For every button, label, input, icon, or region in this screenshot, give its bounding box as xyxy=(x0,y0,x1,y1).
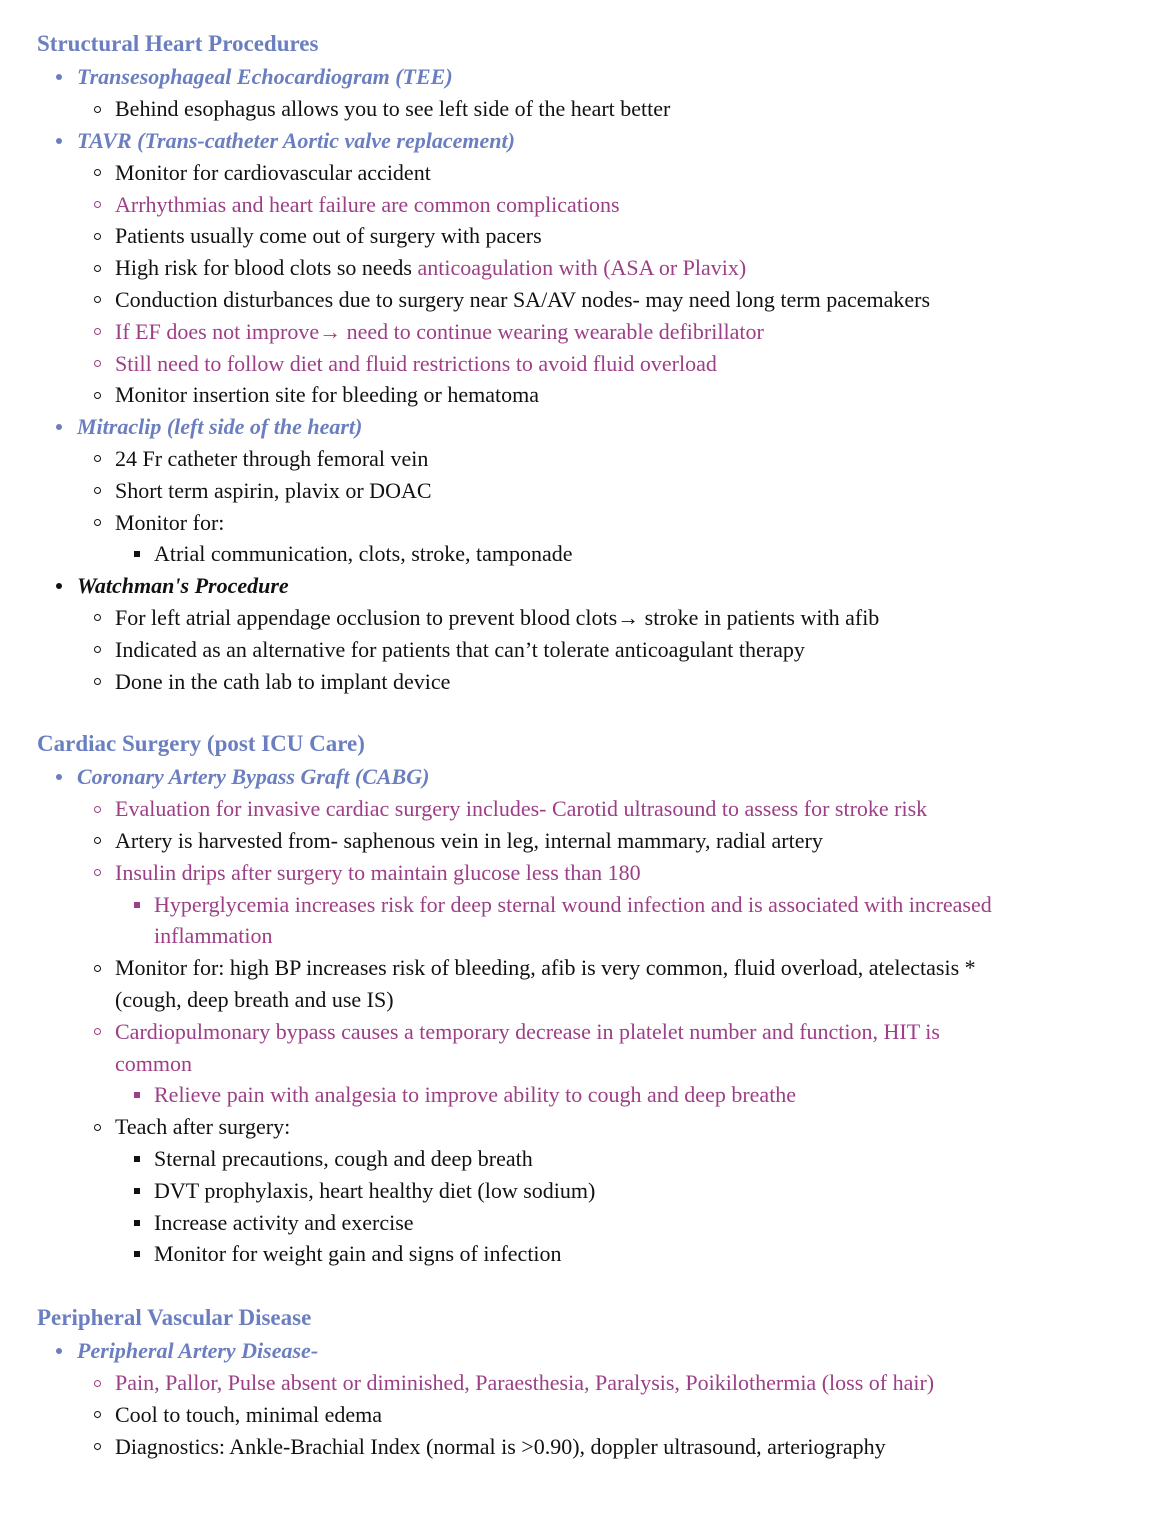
item-continuation: common xyxy=(115,1050,192,1076)
item-text: For left atrial appendage occlusion to prevent blood clots→ stroke in patients with afib xyxy=(115,604,880,630)
list-item xyxy=(115,1016,940,1048)
circle-bullet-icon xyxy=(94,806,101,813)
circle-bullet-icon xyxy=(94,169,101,176)
list-heading xyxy=(77,1335,318,1367)
list-item xyxy=(115,857,641,889)
list-item xyxy=(115,634,805,666)
list-heading xyxy=(77,125,515,157)
item-text: Monitor for cardiovascular accident xyxy=(115,159,431,185)
list-item xyxy=(115,1399,382,1431)
item-text: Patients usually come out of surgery with pacers xyxy=(115,223,542,249)
circle-bullet-icon xyxy=(94,1028,101,1035)
item-text: Artery is harvested from- saphenous vein in leg, internal mammary, radial artery xyxy=(115,827,823,853)
disc-bullet-icon xyxy=(56,424,62,430)
disc-bullet-icon xyxy=(56,138,62,144)
list-item xyxy=(115,602,879,634)
disc-bullet-icon xyxy=(56,774,62,780)
circle-bullet-icon xyxy=(94,869,101,876)
item-text: Monitor for weight gain and signs of infection xyxy=(154,1241,562,1267)
list-item xyxy=(115,507,224,539)
item-text: Pain, Pallor, Pulse absent or diminished, Paraesthesia, Paralysis, Poikilothermia (loss of hair) xyxy=(115,1370,935,1396)
list-item xyxy=(115,284,930,316)
item-highlight-text: anticoagulation with (ASA or Plavix) xyxy=(417,255,747,281)
circle-bullet-icon xyxy=(94,1411,101,1418)
item-text: Peripheral Artery Disease- xyxy=(77,1338,319,1364)
circle-bullet-icon xyxy=(94,837,101,844)
item-text: High risk for blood clots so needs xyxy=(115,255,418,281)
disc-bullet-icon xyxy=(56,583,62,589)
circle-bullet-icon xyxy=(94,965,101,972)
circle-bullet-icon xyxy=(94,233,101,240)
list-item xyxy=(115,348,717,380)
square-bullet-icon xyxy=(134,551,140,557)
list-item xyxy=(115,316,764,348)
list-heading xyxy=(77,61,453,93)
item-text: Coronary Artery Bypass Graft (CABG) xyxy=(77,764,430,790)
list-heading xyxy=(77,761,429,793)
item-text: Sternal precautions, cough and deep breath xyxy=(154,1145,533,1171)
list-item xyxy=(154,1175,595,1207)
circle-bullet-icon xyxy=(94,1443,101,1450)
list-item xyxy=(115,825,823,857)
item-text: Diagnostics: Ankle-Brachial Index (normal is >0.90), doppler ultrasound, arteriography xyxy=(115,1433,886,1459)
item-text: Arrhythmias and heart failure are common complications xyxy=(115,191,620,217)
item-continuation: inflammation xyxy=(154,923,273,949)
item-text: Monitor for: high BP increases risk of bleeding, afib is very common, fluid overload, atelectasis * xyxy=(115,955,976,981)
square-bullet-icon xyxy=(134,1251,140,1257)
circle-bullet-icon xyxy=(94,614,101,621)
item-text: Relieve pain with analgesia to improve ability to cough and deep breathe xyxy=(154,1082,797,1108)
circle-bullet-icon xyxy=(94,106,101,113)
circle-bullet-icon xyxy=(94,487,101,494)
circle-bullet-icon xyxy=(94,1380,101,1387)
item-text: Hyperglycemia increases risk for deep sternal wound infection and is associated with increased xyxy=(154,891,992,917)
circle-bullet-icon xyxy=(94,678,101,685)
item-text: Cool to touch, minimal edema xyxy=(115,1401,383,1427)
item-text: Monitor insertion site for bleeding or hematoma xyxy=(115,382,540,408)
section-title: Structural Heart Procedures xyxy=(37,31,319,56)
item-text: Watchman's Procedure xyxy=(77,573,289,599)
list-heading xyxy=(77,411,362,443)
item-text: Increase activity and exercise xyxy=(154,1209,414,1235)
item-text: TAVR (Trans-catheter Aortic valve replacement) xyxy=(77,127,515,153)
circle-bullet-icon xyxy=(94,201,101,208)
item-text: DVT prophylaxis, heart healthy diet (low sodium) xyxy=(154,1177,596,1203)
item-text: 24 Fr catheter through femoral vein xyxy=(115,445,429,471)
list-item xyxy=(115,475,432,507)
list-item xyxy=(115,93,670,125)
list-item xyxy=(154,1238,562,1270)
square-bullet-icon xyxy=(134,1092,140,1098)
section-title: Peripheral Vascular Disease xyxy=(37,1305,312,1330)
circle-bullet-icon xyxy=(94,519,101,526)
item-text: If EF does not improve→ need to continue wearing wearable defibrillator xyxy=(115,318,764,344)
item-text: Still need to follow diet and fluid restrictions to avoid fluid overload xyxy=(115,350,717,376)
circle-bullet-icon xyxy=(94,328,101,335)
item-text: Behind esophagus allows you to see left side of the heart better xyxy=(115,96,671,122)
item-text: Teach after surgery: xyxy=(115,1114,291,1140)
square-bullet-icon xyxy=(134,902,140,908)
square-bullet-icon xyxy=(134,1220,140,1226)
list-item xyxy=(115,157,431,189)
section-title: Cardiac Surgery (post ICU Care) xyxy=(37,731,365,756)
list-item xyxy=(115,443,428,475)
item-text: Done in the cath lab to implant device xyxy=(115,668,451,694)
circle-bullet-icon xyxy=(94,646,101,653)
list-heading xyxy=(77,570,289,602)
item-text: Insulin drips after surgery to maintain glucose less than 180 xyxy=(115,859,641,885)
list-item xyxy=(154,889,992,921)
item-continuation: (cough, deep breath and use IS) xyxy=(115,986,394,1012)
disc-bullet-icon xyxy=(56,1348,62,1354)
item-text: Evaluation for invasive cardiac surgery includes- Carotid ultrasound to assess for stroke risk xyxy=(115,796,928,822)
list-item xyxy=(115,379,539,411)
circle-bullet-icon xyxy=(94,455,101,462)
circle-bullet-icon xyxy=(94,1124,101,1131)
list-item xyxy=(115,252,746,284)
list-item xyxy=(115,666,450,698)
circle-bullet-icon xyxy=(94,360,101,367)
list-item xyxy=(115,189,620,221)
circle-bullet-icon xyxy=(94,296,101,303)
list-item xyxy=(154,1079,796,1111)
list-item xyxy=(115,220,542,252)
list-item xyxy=(115,952,976,984)
list-item xyxy=(154,1207,414,1239)
disc-bullet-icon xyxy=(56,74,62,80)
item-text: Transesophageal Echocardiogram (TEE) xyxy=(77,64,453,90)
list-item xyxy=(115,1367,934,1399)
item-text: Atrial communication, clots, stroke, tamponade xyxy=(154,541,573,567)
item-text: Mitraclip (left side of the heart) xyxy=(77,414,363,440)
item-text: Indicated as an alternative for patients that can’t tolerate anticoagulant therapy xyxy=(115,636,805,662)
list-item xyxy=(154,538,573,570)
list-item xyxy=(115,1111,290,1143)
square-bullet-icon xyxy=(134,1156,140,1162)
item-text: Monitor for: xyxy=(115,509,225,535)
square-bullet-icon xyxy=(134,1188,140,1194)
list-item xyxy=(115,793,927,825)
item-text: Short term aspirin, plavix or DOAC xyxy=(115,477,432,503)
circle-bullet-icon xyxy=(94,265,101,272)
item-text: Conduction disturbances due to surgery near SA/AV nodes- may need long term pacemakers xyxy=(115,286,931,312)
list-item xyxy=(115,1431,886,1463)
item-text: Cardiopulmonary bypass causes a temporary decrease in platelet number and function, HIT is xyxy=(115,1018,940,1044)
list-item xyxy=(154,1143,533,1175)
circle-bullet-icon xyxy=(94,392,101,399)
